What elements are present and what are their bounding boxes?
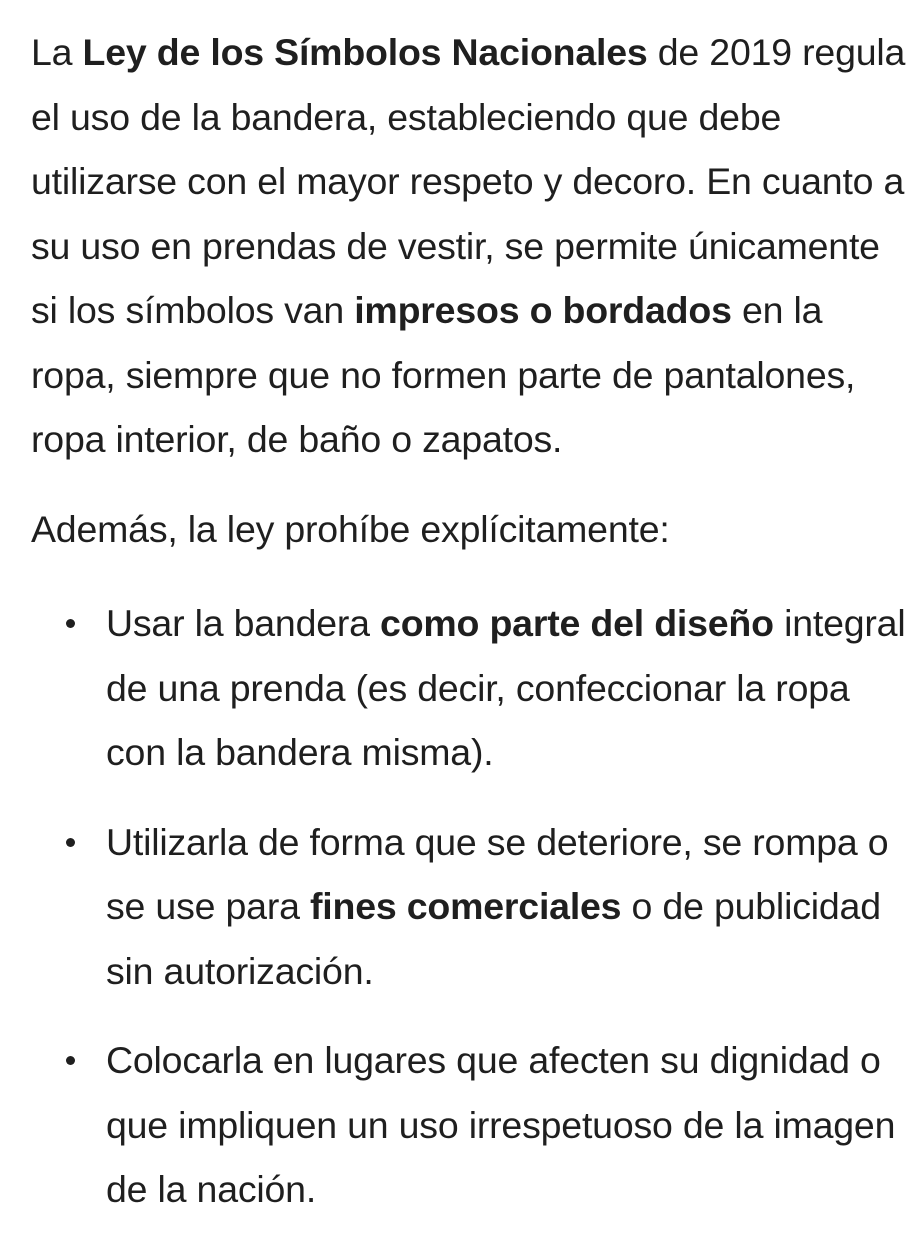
list-item	[31, 1028, 906, 1222]
list-item	[31, 591, 906, 785]
article-body	[31, 20, 906, 1247]
text-segment: Colocarla en lugares que afecten su dignidad o que impliquen un uso irrespetuoso de la imagen de la nación.	[106, 1039, 896, 1210]
list-intro-paragraph	[31, 497, 906, 562]
prohibitions-list	[31, 591, 906, 1222]
bullet-icon	[66, 619, 75, 628]
bullet-icon	[66, 1056, 75, 1065]
bullet-icon	[66, 838, 75, 847]
text-segment: Utilizarla de forma que se deteriore, se rompa o se use para	[106, 820, 889, 927]
bold-text-segment: fines comerciales	[309, 885, 622, 927]
text-segment: La	[31, 31, 83, 73]
text-segment: o de publicidad sin autorización.	[106, 885, 881, 992]
text-segment: Usar la bandera	[106, 602, 381, 644]
text-segment: Además, la ley prohíbe explícitamente:	[31, 507, 670, 550]
bold-text-segment: impresos o bordados	[354, 289, 732, 331]
list-item	[31, 810, 906, 1004]
bold-text-segment: Ley de los Símbolos Nacionales	[82, 31, 648, 73]
text-segment: de 2019 regula el uso de la bandera, estableciendo que debe utilizarse con el mayor respeto y decoro. En cuanto a su uso en prendas de vestir, se permite únicamente si los símbolos van	[31, 31, 906, 331]
intro-paragraph	[31, 20, 906, 472]
text-segment: en la ropa, siempre que no formen parte de pantalones, ropa interior, de baño o zapatos.	[31, 289, 856, 460]
bold-text-segment: como parte del diseño	[380, 602, 774, 644]
text-segment: integral de una prenda (es decir, confeccionar la ropa con la bandera misma).	[106, 602, 906, 773]
